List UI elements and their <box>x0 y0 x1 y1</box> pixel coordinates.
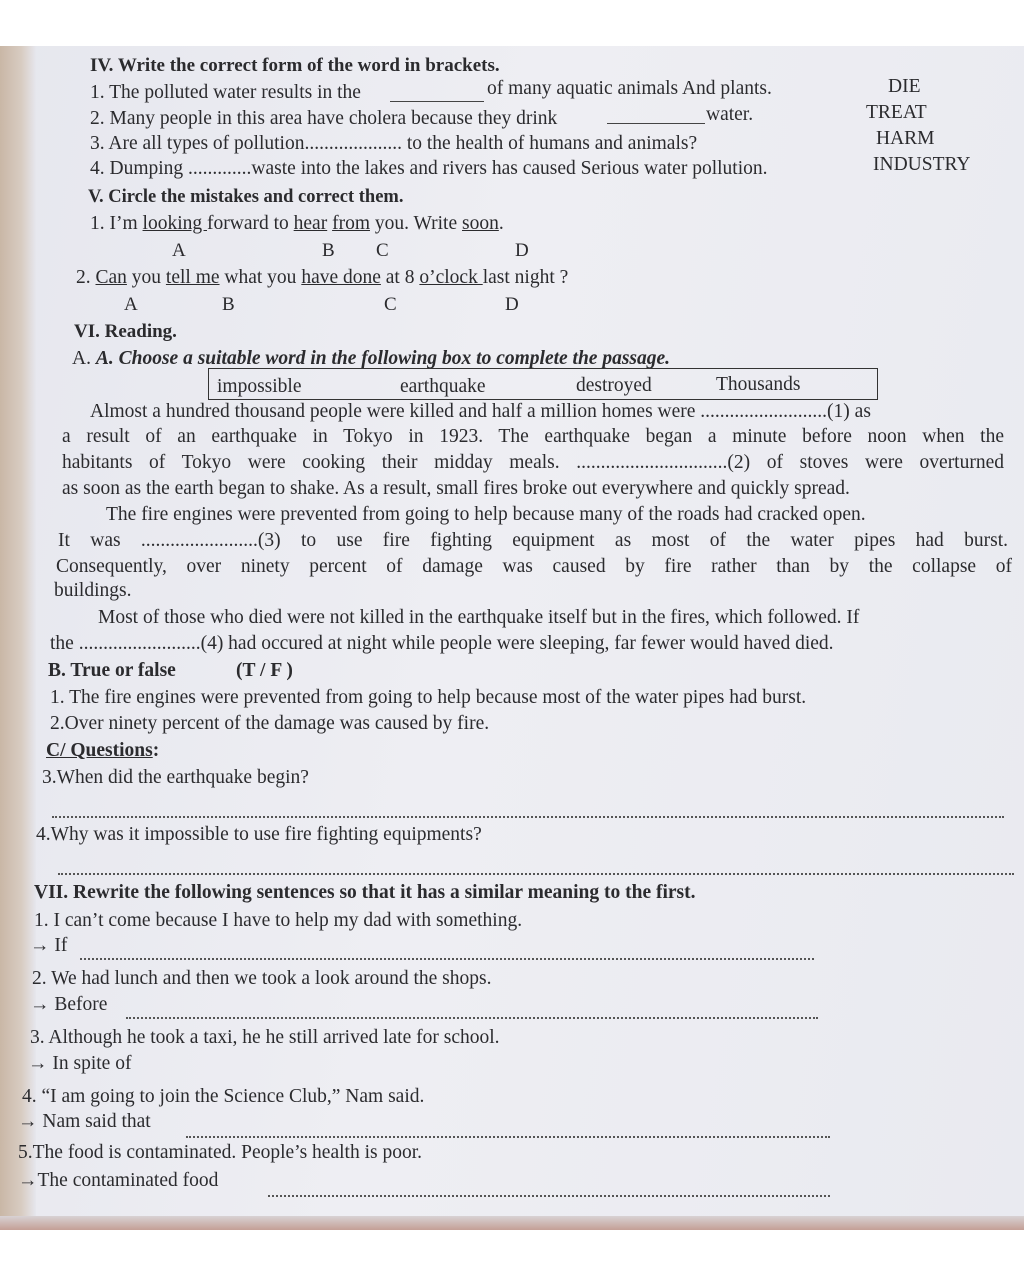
answer-line[interactable] <box>268 1195 830 1197</box>
v-q2-label-a: A <box>124 294 138 315</box>
iv-q2-start: 2. Many people in this area have cholera because they drink <box>90 108 558 129</box>
iv-q3-word: HARM <box>876 128 935 149</box>
vii-q1-start: → If <box>30 935 68 956</box>
passage-line: the .........................(4) had occured at night while people were sleeping, far fewer would haved died. <box>50 633 834 654</box>
word-box-item: destroyed <box>576 375 652 396</box>
vii-q3-start: → In spite of <box>28 1053 132 1074</box>
passage-line: Almost a hundred thousand people were killed and half a million homes were ..........................(1) as <box>90 401 871 422</box>
v-q1-label-c: C <box>376 240 389 261</box>
answer-line[interactable] <box>186 1136 830 1138</box>
vii-q5: 5.The food is contaminated. People’s health is poor. <box>18 1142 423 1163</box>
vii-q2-start: → Before <box>30 994 108 1015</box>
word-box-item: earthquake <box>400 376 486 397</box>
vi-a-title: A. A. Choose a suitable word in the following box to complete the passage. <box>72 348 671 369</box>
iv-q4-word: INDUSTRY <box>873 154 971 175</box>
v-q2: 2. Can you tell me what you have done at 8 o’clock last night ? <box>76 267 569 288</box>
vi-c-q4: 4.Why was it impossible to use fire fighting equipments? <box>36 824 482 845</box>
v-q1-label-d: D <box>515 240 529 261</box>
vii-q3: 3. Although he took a taxi, he he still arrived late for school. <box>30 1027 500 1048</box>
v-q2-label-c: C <box>384 294 397 315</box>
passage-line: Consequently, over ninety percent of damage was caused by fire rather than by the collapse of <box>56 556 1012 577</box>
iv-q1-start: 1. The polluted water results in the <box>90 82 361 103</box>
vii-q4: 4. “I am going to join the Science Club,” Nam said. <box>22 1086 425 1107</box>
iv-q1-blank[interactable] <box>390 101 484 102</box>
v-q1-option-b[interactable]: hear <box>293 213 328 234</box>
v-q1-option-d[interactable]: soon <box>462 213 499 234</box>
answer-line[interactable] <box>52 816 1004 818</box>
vii-q1: 1. I can’t come because I have to help my dad with something. <box>34 910 523 931</box>
v-q2-option-b[interactable]: tell me <box>165 267 220 288</box>
vii-q4-start: → Nam said that <box>18 1111 151 1132</box>
word-box-item: Thousands <box>716 374 801 395</box>
answer-line[interactable] <box>80 958 814 960</box>
iv-q1-word: DIE <box>888 76 921 97</box>
v-q1-label-b: B <box>322 240 335 261</box>
section-vi-title: VI. Reading. <box>74 321 177 342</box>
iv-q3: 3. Are all types of pollution.................... to the health of humans and animals? <box>90 133 698 154</box>
word-box-item: impossible <box>217 376 302 397</box>
answer-line[interactable] <box>126 1017 818 1019</box>
passage-line: buildings. <box>54 580 132 601</box>
passage-line: a result of an earthquake in Tokyo in 1923. The earthquake began a minute before noon when the <box>62 426 1004 447</box>
section-v-title: V. Circle the mistakes and correct them. <box>88 187 404 207</box>
vi-c-q3: 3.When did the earthquake begin? <box>42 767 309 788</box>
v-q1-label-a: A <box>172 240 186 261</box>
vi-c-title: C/ Questions: <box>46 740 160 761</box>
vi-b-tf: (T / F ) <box>236 660 293 681</box>
v-q2-option-d[interactable]: o’clock <box>419 267 483 288</box>
v-q2-label-d: D <box>505 294 519 315</box>
passage-line: as soon as the earth began to shake. As a result, small fires broke out everywhere and quickly spread. <box>62 478 850 499</box>
passage-line: It was ........................(3) to use fire fighting equipment as most of the water pipes had burst. <box>58 530 1008 551</box>
iv-q2-blank[interactable] <box>607 123 705 124</box>
vi-b-q2: 2.Over ninety percent of the damage was caused by fire. <box>50 713 490 734</box>
vii-q2: 2. We had lunch and then we took a look around the shops. <box>32 968 492 989</box>
iv-q4: 4. Dumping .............waste into the lakes and rivers has caused Serious water pollution. <box>90 158 768 179</box>
iv-q2-end: water. <box>706 104 754 125</box>
answer-line[interactable] <box>58 873 1014 875</box>
paper-bottom-edge <box>0 1216 1024 1230</box>
v-q1-option-a[interactable]: looking <box>142 213 207 234</box>
v-q1-option-c[interactable]: from <box>332 213 370 234</box>
iv-q1-end: of many aquatic animals And plants. <box>487 78 772 99</box>
vii-q5-start: →The contaminated food <box>18 1170 219 1191</box>
passage-line: habitants of Tokyo were cooking their midday meals. ...............................(2) of stoves were overturned <box>62 452 1004 473</box>
v-q2-option-c[interactable]: have done <box>301 267 381 288</box>
v-q1: 1. I’m looking forward to hear from you. Write soon. <box>90 213 504 234</box>
section-iv-title: IV. Write the correct form of the word in brackets. <box>90 55 500 76</box>
vi-b-q1: 1. The fire engines were prevented from going to help because most of the water pipes had burst. <box>50 687 807 708</box>
passage-line: Most of those who died were not killed in the earthquake itself but in the fires, which followed. If <box>98 607 860 628</box>
vi-b-title: B. True or false <box>48 660 176 681</box>
v-q2-option-a[interactable]: Can <box>95 267 127 288</box>
iv-q2-word: TREAT <box>866 102 927 123</box>
passage-line: The fire engines were prevented from going to help because many of the roads had cracked open. <box>106 504 866 525</box>
section-vii-title: VII. Rewrite the following sentences so that it has a similar meaning to the first. <box>34 882 696 903</box>
v-q2-label-b: B <box>222 294 235 315</box>
